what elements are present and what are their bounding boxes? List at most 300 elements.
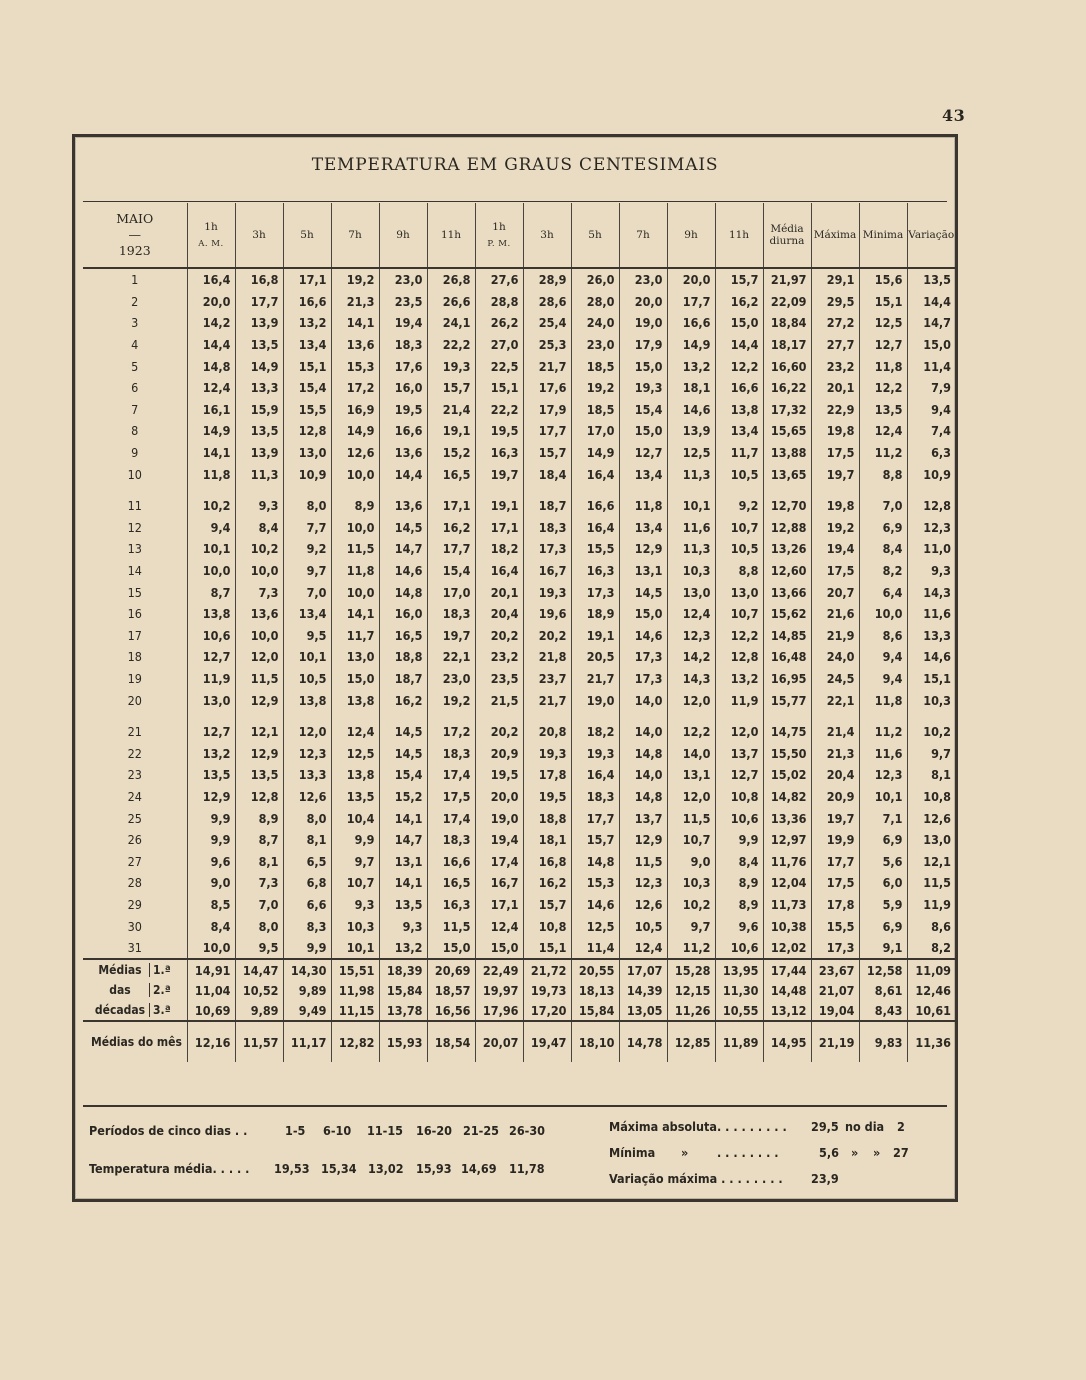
- table-cell: 11,2: [859, 721, 907, 743]
- table-cell: 16,3: [571, 560, 619, 582]
- table-cell: 14,6: [619, 625, 667, 647]
- table-cell: 8,0: [283, 807, 331, 829]
- day-number: 27: [127, 853, 142, 869]
- table-cell: 17,44: [763, 959, 811, 980]
- table-cell: 10,5: [283, 668, 331, 690]
- table-cell: 15,7: [523, 894, 571, 916]
- day-number: 14: [127, 563, 142, 579]
- table-cell: 11,9: [715, 689, 763, 711]
- table-cell: 23,5: [475, 668, 523, 690]
- table-cell: 9,9: [283, 937, 331, 960]
- table-cell: 10,5: [715, 538, 763, 560]
- table-cell: 15,28: [667, 959, 715, 980]
- table-cell: 14,4: [379, 463, 427, 485]
- table-cell: 21,7: [523, 355, 571, 377]
- decade-label-cell: [83, 959, 187, 980]
- table-cell: 11,89: [715, 1021, 763, 1062]
- temp-item: 15,34: [321, 1161, 357, 1176]
- table-cell: 14,5: [619, 581, 667, 603]
- table-cell: 13,4: [619, 463, 667, 485]
- table-cell: 19,1: [475, 495, 523, 517]
- table-cell: 10,7: [667, 829, 715, 851]
- day-number: 3: [131, 315, 139, 331]
- day-number: 24: [127, 788, 142, 804]
- table-cell: 28,9: [523, 268, 571, 291]
- table-cell: 19,7: [811, 463, 859, 485]
- table-cell: 8,3: [283, 915, 331, 937]
- spacer-cell: [619, 711, 667, 721]
- table-cell: 10,1: [187, 538, 235, 560]
- table-cell: 13,2: [283, 312, 331, 334]
- table-cell: 12,5: [667, 442, 715, 464]
- table-cell: 11,3: [235, 463, 283, 485]
- table-cell: 19,47: [523, 1021, 571, 1062]
- table-cell: 17,9: [523, 399, 571, 421]
- table-cell: 9,83: [859, 1021, 907, 1062]
- table-cell: 15,3: [571, 872, 619, 894]
- table-cell: 20,0: [667, 268, 715, 291]
- table-cell: 10,0: [331, 581, 379, 603]
- table-cell: 17,6: [523, 377, 571, 399]
- periods-label: Períodos de cinco dias . .: [89, 1123, 248, 1138]
- table-cell: 11,5: [331, 538, 379, 560]
- table-cell: 14,0: [619, 689, 667, 711]
- table-cell: 16,5: [427, 872, 475, 894]
- table-cell: 11,8: [187, 463, 235, 485]
- table-cell: 28,8: [475, 291, 523, 313]
- table-cell: 13,12: [763, 1000, 811, 1021]
- table-cell: 9,4: [907, 399, 955, 421]
- header-month: MAIO: [116, 210, 154, 226]
- table-cell: 14,1: [379, 872, 427, 894]
- spacer-cell: [811, 485, 859, 495]
- table-cell: 14,6: [907, 646, 955, 668]
- table-cell: 15,9: [235, 399, 283, 421]
- period-item: 21-25: [463, 1123, 499, 1138]
- table-cell: 9,1: [859, 937, 907, 960]
- table-cell: 15,02: [763, 764, 811, 786]
- table-cell: 19,73: [523, 980, 571, 1000]
- table-cell: 14,8: [187, 355, 235, 377]
- table-cell: 11,5: [619, 850, 667, 872]
- table-cell: 12,7: [187, 721, 235, 743]
- spacer-cell: [83, 711, 187, 721]
- table-cell: 13,5: [859, 399, 907, 421]
- table-cell: 14,9: [331, 420, 379, 442]
- table-cell: 8,8: [715, 560, 763, 582]
- table-cell: 19,0: [619, 312, 667, 334]
- table-cell: 8,9: [715, 894, 763, 916]
- table-cell: 18,7: [523, 495, 571, 517]
- table-cell: 15,7: [715, 268, 763, 291]
- table-cell: 9,3: [907, 560, 955, 582]
- table-cell: 11,57: [235, 1021, 283, 1062]
- table-cell: 13,1: [619, 560, 667, 582]
- table-cell: 11,5: [667, 807, 715, 829]
- spacer-cell: [907, 711, 955, 721]
- table-cell: 17,7: [235, 291, 283, 313]
- table-cell: 12,2: [715, 625, 763, 647]
- table-cell: 23,7: [523, 668, 571, 690]
- table-cell: 27,0: [475, 334, 523, 356]
- table-cell: 22,1: [811, 689, 859, 711]
- table-cell: 11,26: [667, 1000, 715, 1021]
- table-cell: 19,5: [475, 420, 523, 442]
- table-cell: 9,3: [379, 915, 427, 937]
- decade-mark: 1.ª: [149, 963, 171, 977]
- month-mean-row: [83, 1021, 955, 1062]
- table-cell: 12,4: [331, 721, 379, 743]
- table-cell: 12,0: [283, 721, 331, 743]
- table-cell: 8,2: [907, 937, 955, 960]
- spacer-cell: [667, 485, 715, 495]
- table-cell: 13,8: [715, 399, 763, 421]
- table-cell: 8,6: [907, 915, 955, 937]
- table-cell: 22,49: [475, 959, 523, 980]
- table-cell: 11,4: [907, 355, 955, 377]
- table-cell: 17,3: [523, 538, 571, 560]
- table-cell: 26,0: [571, 268, 619, 291]
- table-cell: 21,3: [331, 291, 379, 313]
- table-cell: 9,7: [283, 560, 331, 582]
- table-cell: 14,47: [235, 959, 283, 980]
- table-cell: 15,84: [379, 980, 427, 1000]
- table-cell: 8,9: [235, 807, 283, 829]
- table-cell: 12,9: [235, 689, 283, 711]
- spacer-cell: [283, 711, 331, 721]
- temp-label: Temperatura média. . . . .: [89, 1161, 250, 1176]
- day-number: 9: [131, 445, 139, 461]
- table-cell: 24,1: [427, 312, 475, 334]
- day-row: [83, 291, 955, 313]
- table-cell: 16,5: [379, 625, 427, 647]
- table-cell: 5,6: [859, 850, 907, 872]
- header-pm: P. M.: [487, 239, 511, 249]
- table-cell: 20,2: [475, 625, 523, 647]
- table-cell: 20,4: [475, 603, 523, 625]
- spacer-cell: [763, 485, 811, 495]
- table-cell: 17,4: [475, 850, 523, 872]
- table-cell: 24,5: [811, 668, 859, 690]
- spacer-cell: [475, 711, 523, 721]
- table-cell: 12,9: [187, 786, 235, 808]
- day-row: [83, 442, 955, 464]
- table-cell: 15,4: [379, 764, 427, 786]
- table-cell: 8,2: [859, 560, 907, 582]
- table-cell: 20,8: [523, 721, 571, 743]
- day-number: 21: [127, 724, 142, 740]
- table-cell: 13,5: [331, 786, 379, 808]
- table-cell: 9,5: [235, 937, 283, 960]
- table-cell: 12,7: [715, 764, 763, 786]
- table-cell: 16,48: [763, 646, 811, 668]
- table-cell: 7,7: [283, 517, 331, 539]
- spacer-cell: [331, 711, 379, 721]
- table-cell: 10,9: [283, 463, 331, 485]
- table-cell: 14,5: [379, 517, 427, 539]
- table-cell: 18,3: [523, 517, 571, 539]
- table-cell: 22,2: [475, 399, 523, 421]
- table-cell: 14,1: [187, 442, 235, 464]
- temp-item: 15,93: [416, 1161, 452, 1176]
- day-row: [83, 764, 955, 786]
- table-cell: 16,3: [427, 894, 475, 916]
- table-cell: 19,4: [811, 538, 859, 560]
- table-cell: 14,1: [331, 312, 379, 334]
- table-cell: 9,9: [331, 829, 379, 851]
- table-cell: 17,1: [475, 517, 523, 539]
- var-value: 23,9: [811, 1171, 839, 1186]
- table-cell: 12,85: [667, 1021, 715, 1062]
- table-cell: 12,3: [859, 764, 907, 786]
- table-cell: 13,7: [619, 807, 667, 829]
- table-cell: 14,7: [379, 829, 427, 851]
- day-number: 20: [127, 692, 142, 708]
- table-cell: 14,8: [379, 581, 427, 603]
- table-cell: 10,61: [907, 1000, 955, 1021]
- table-cell: 19,04: [811, 1000, 859, 1021]
- day-number: 1: [131, 272, 139, 288]
- table-cell: 14,7: [907, 312, 955, 334]
- table-cell: 17,7: [571, 807, 619, 829]
- table-cell: 10,1: [283, 646, 331, 668]
- day-row: [83, 742, 955, 764]
- table-cell: 19,6: [523, 603, 571, 625]
- table-cell: 17,32: [763, 399, 811, 421]
- table-cell: 18,5: [571, 399, 619, 421]
- table-cell: 13,0: [283, 442, 331, 464]
- table-cell: 6,0: [859, 872, 907, 894]
- table-cell: 10,2: [235, 538, 283, 560]
- table-cell: 13,9: [235, 442, 283, 464]
- table-cell: 20,2: [523, 625, 571, 647]
- day-row: [83, 872, 955, 894]
- table-cell: 13,78: [379, 1000, 427, 1021]
- table-cell: 15,2: [427, 442, 475, 464]
- table-cell: 10,6: [187, 625, 235, 647]
- table-cell: 19,2: [571, 377, 619, 399]
- header-hour: 5h: [283, 203, 331, 268]
- table-cell: 6,4: [859, 581, 907, 603]
- table-cell: 19,5: [379, 399, 427, 421]
- table-cell: 12,5: [571, 915, 619, 937]
- table-cell: 13,05: [619, 1000, 667, 1021]
- table-cell: 17,2: [331, 377, 379, 399]
- table-cell: 11,8: [619, 495, 667, 517]
- table-cell: 11,6: [907, 603, 955, 625]
- table-cell: 10,6: [715, 937, 763, 960]
- table-cell: 12,58: [859, 959, 907, 980]
- table-cell: 14,2: [187, 312, 235, 334]
- table-cell: 17,5: [811, 872, 859, 894]
- periods-row: [89, 1123, 247, 1138]
- table-cell: 9,9: [715, 829, 763, 851]
- table-cell: 16,2: [715, 291, 763, 313]
- table-cell: 7,0: [283, 581, 331, 603]
- table-cell: 12,9: [619, 538, 667, 560]
- table-cell: 13,3: [907, 625, 955, 647]
- spacer-cell: [619, 485, 667, 495]
- table-cell: 20,69: [427, 959, 475, 980]
- table-cell: 12,16: [187, 1021, 235, 1062]
- table-cell: 13,5: [235, 420, 283, 442]
- table-cell: 16,5: [427, 463, 475, 485]
- table-cell: 13,8: [187, 603, 235, 625]
- table-cell: 15,7: [427, 377, 475, 399]
- table-cell: 10,5: [715, 463, 763, 485]
- table-cell: 13,8: [283, 689, 331, 711]
- header-minima: Minima: [859, 203, 907, 268]
- table-cell: 19,7: [475, 463, 523, 485]
- table-cell: 10,0: [187, 560, 235, 582]
- table-cell: 21,7: [523, 689, 571, 711]
- table-cell: 16,2: [379, 689, 427, 711]
- day-row: [83, 495, 955, 517]
- min-ditto: »: [681, 1145, 689, 1160]
- table-cell: 19,2: [811, 517, 859, 539]
- var-label: Variação máxima . . . . . . . .: [609, 1171, 783, 1186]
- table-cell: 12,15: [667, 980, 715, 1000]
- table-cell: 21,4: [427, 399, 475, 421]
- table-cell: 13,0: [907, 829, 955, 851]
- table-cell: 12,4: [475, 915, 523, 937]
- table-cell: 12,7: [619, 442, 667, 464]
- table-cell: 21,97: [763, 268, 811, 291]
- table-cell: 14,39: [619, 980, 667, 1000]
- table-cell: 21,6: [811, 603, 859, 625]
- table-cell: 9,4: [859, 646, 907, 668]
- table-cell: 12,7: [859, 334, 907, 356]
- table-cell: 18,13: [571, 980, 619, 1000]
- table-cell: 10,2: [667, 894, 715, 916]
- table-cell: 19,3: [523, 742, 571, 764]
- table-cell: 8,43: [859, 1000, 907, 1021]
- day-row: [83, 538, 955, 560]
- table-cell: 10,5: [619, 915, 667, 937]
- temp-item: 14,69: [461, 1161, 497, 1176]
- spacer-row: [83, 711, 955, 721]
- spacer-cell: [475, 485, 523, 495]
- decade-label: das: [109, 983, 131, 998]
- table-cell: 17,0: [427, 581, 475, 603]
- table-cell: 17,07: [619, 959, 667, 980]
- table-cell: 9,0: [187, 872, 235, 894]
- table-cell: 8,9: [331, 495, 379, 517]
- table-cell: 10,4: [331, 807, 379, 829]
- min-day-ditto: »: [851, 1145, 859, 1160]
- table-cell: 27,7: [811, 334, 859, 356]
- table-cell: 10,2: [187, 495, 235, 517]
- table-cell: 8,4: [235, 517, 283, 539]
- table-cell: 11,8: [331, 560, 379, 582]
- table-cell: 10,3: [667, 872, 715, 894]
- table-cell: 23,0: [379, 268, 427, 291]
- table-cell: 12,8: [907, 495, 955, 517]
- table-cell: 10,0: [235, 625, 283, 647]
- table-cell: 13,5: [907, 268, 955, 291]
- table-cell: 26,8: [427, 268, 475, 291]
- table-cell: 8,1: [283, 829, 331, 851]
- spacer-row: [83, 485, 955, 495]
- table-cell: 13,5: [235, 334, 283, 356]
- table-cell: 25,4: [523, 312, 571, 334]
- table-cell: 8,4: [187, 915, 235, 937]
- table-cell: 13,9: [235, 312, 283, 334]
- table-cell: 10,69: [187, 1000, 235, 1021]
- header-month-year: [83, 203, 187, 268]
- table-cell: 10,52: [235, 980, 283, 1000]
- table-cell: 23,5: [379, 291, 427, 313]
- table-cell: 15,1: [859, 291, 907, 313]
- table-cell: 12,70: [763, 495, 811, 517]
- table-cell: 10,3: [667, 560, 715, 582]
- header-am: A. M.: [198, 239, 224, 249]
- table-cell: 17,7: [667, 291, 715, 313]
- table-cell: 13,2: [379, 937, 427, 960]
- table-cell: 17,9: [619, 334, 667, 356]
- table-cell: 15,0: [475, 937, 523, 960]
- table-cell: 18,3: [427, 742, 475, 764]
- table-cell: 15,0: [427, 937, 475, 960]
- day-row: [83, 463, 955, 485]
- table-cell: 18,57: [427, 980, 475, 1000]
- table-cell: 14,1: [379, 807, 427, 829]
- spacer-cell: [379, 485, 427, 495]
- table-cell: 11,2: [859, 442, 907, 464]
- table-cell: 19,3: [427, 355, 475, 377]
- table-cell: 10,0: [235, 560, 283, 582]
- decade-label-cell: [83, 1000, 187, 1021]
- table-cell: 12,9: [235, 742, 283, 764]
- table-cell: 19,4: [379, 312, 427, 334]
- table-cell: 11,73: [763, 894, 811, 916]
- table-cell: 16,4: [571, 463, 619, 485]
- table-cell: 8,7: [187, 581, 235, 603]
- table-cell: 12,6: [619, 894, 667, 916]
- table-cell: 11,98: [331, 980, 379, 1000]
- table-cell: 13,8: [331, 689, 379, 711]
- table-cell: 12,0: [235, 646, 283, 668]
- table-cell: 12,5: [331, 742, 379, 764]
- day-number: 28: [127, 875, 142, 891]
- header-hour: 9h: [379, 203, 427, 268]
- table-cell: 13,6: [379, 442, 427, 464]
- table-cell: 11,3: [667, 538, 715, 560]
- table-cell: 11,8: [859, 355, 907, 377]
- table-cell: 13,26: [763, 538, 811, 560]
- max-abs-day-label: no dia: [845, 1119, 885, 1134]
- spacer-cell: [859, 711, 907, 721]
- table-cell: 14,78: [619, 1021, 667, 1062]
- table-cell: 11,15: [331, 1000, 379, 1021]
- table-cell: 14,0: [667, 742, 715, 764]
- spacer-cell: [187, 711, 235, 721]
- table-cell: 9,3: [235, 495, 283, 517]
- table-cell: 14,30: [283, 959, 331, 980]
- max-abs-day: 2: [897, 1119, 905, 1134]
- table-cell: 18,84: [763, 312, 811, 334]
- table-cell: 13,6: [379, 495, 427, 517]
- table-cell: 20,0: [475, 786, 523, 808]
- table-cell: 11,30: [715, 980, 763, 1000]
- table-cell: 10,55: [715, 1000, 763, 1021]
- table-cell: 10,0: [187, 937, 235, 960]
- table-cell: 13,4: [715, 420, 763, 442]
- decade-mean-row: [83, 959, 955, 980]
- table-cell: 12,4: [187, 377, 235, 399]
- table-cell: 13,4: [283, 334, 331, 356]
- table-cell: 22,5: [475, 355, 523, 377]
